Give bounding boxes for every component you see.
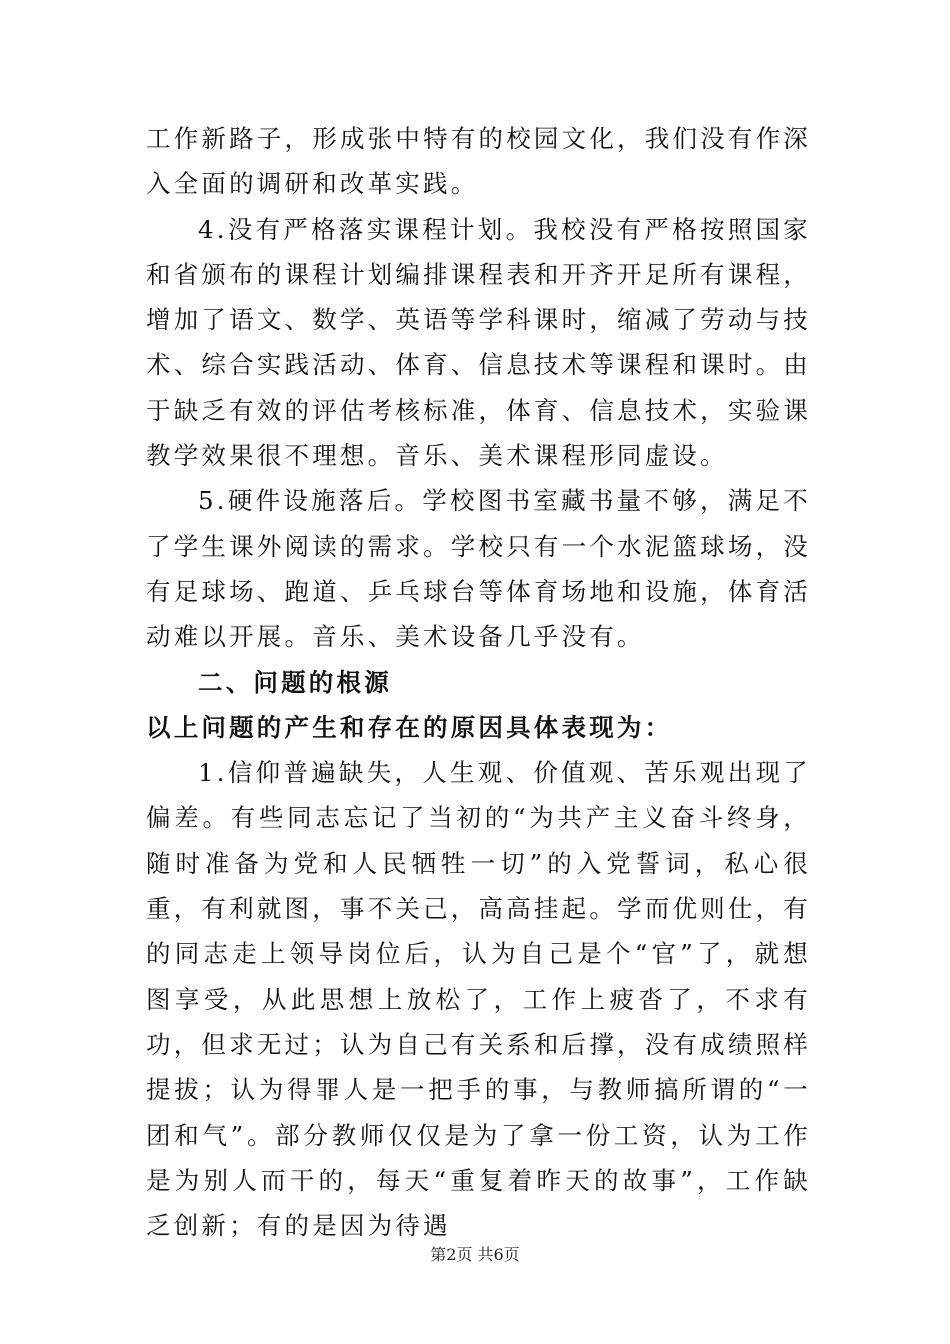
body-text [146,116,811,1248]
section-heading: 二、问题的根源 [198,667,392,697]
paragraph-continuation: 工作新路子，形成张中特有的校园文化，我们没有作深入全面的调研和改革实践。 [146,124,811,199]
paragraph-cause-1: 1.信仰普遍缺失，人生观、价值观、苦乐观出现了偏差。有些同志忘记了当初的“为共产主义奋斗终身，随时准备为党和人民牺牲一切”的入党誓词，私心很重，有利就图，事不关己，高高挂起。学而优则仕，有的同志走上领导岗位后，认为自己是个“官”了，就想图享受，从此思想上放松了，工作上疲沓了，不求有功，但求无过；认为自己有关系和后撑，没有成绩照样提拔；认为得罪人是一把手的事，与教师搞所谓的“一团和气”。部分教师仅仅是为了拿一份工资，认为工作是为别人而干的，每天“重复着昨天的故事”，工作缺乏创新；有的是因为待遇 [146,758,811,1241]
section-intro: 以上问题的产生和存在的原因具体表现为： [146,712,673,742]
page-number-footer: 第2页 共6页 [430,1245,520,1264]
paragraph-item-5: 5.硬件设施落后。学校图书室藏书量不够，满足不了学生课外阅读的需求。学校只有一个水泥篮球场，没有足球场、跑道、乒乓球台等体育场地和设施，体育活动难以开展。音乐、美术设备几乎没有。 [146,486,811,652]
paragraph-item-4: 4.没有严格落实课程计划。我校没有严格按照国家和省颁布的课程计划编排课程表和开齐开足所有课程，增加了语文、数学、英语等学科课时，缩减了劳动与技术、综合实践活动、体育、信息技术等课程和课时。由于缺乏有效的评估考核标准，体育、信息技术，实验课教学效果很不理想。音乐、美术课程形同虚设。 [146,214,811,471]
